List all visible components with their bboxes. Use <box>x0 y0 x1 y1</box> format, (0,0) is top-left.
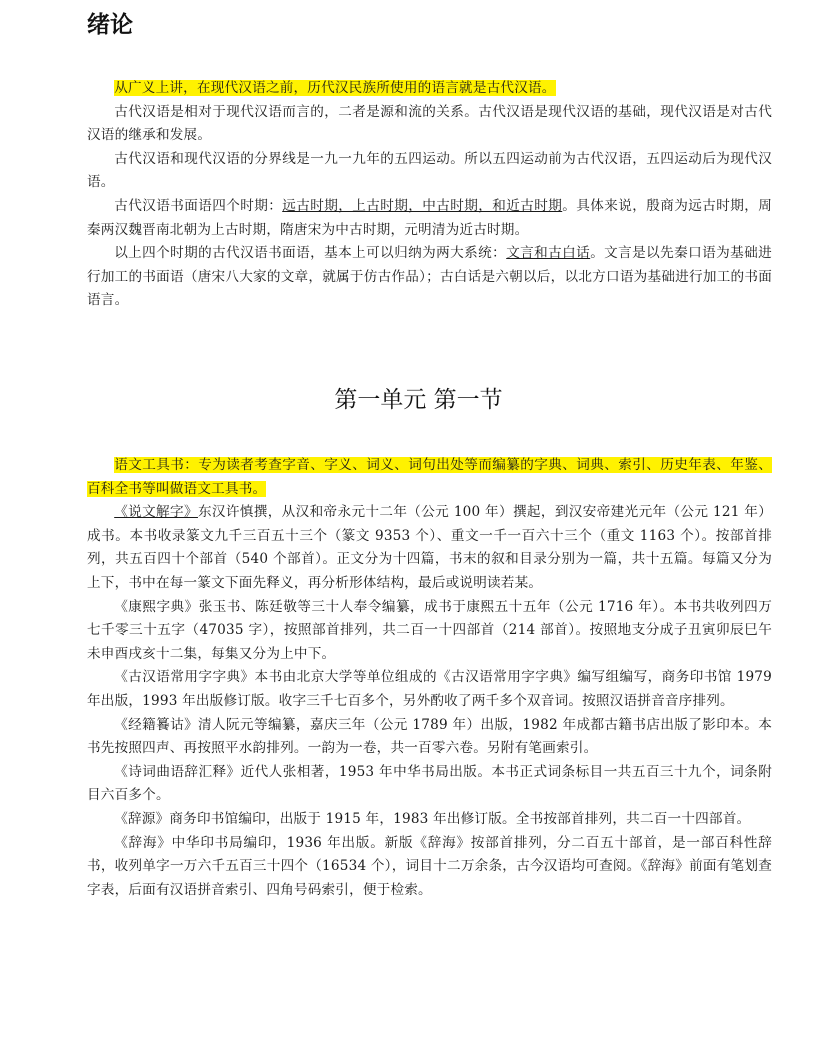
intro-paragraph-1 <box>87 77 772 101</box>
intro-paragraph-4 <box>87 195 772 242</box>
heading-unit: 第一单元 第一节 <box>334 387 503 413</box>
intro-paragraph-2: 古代汉语是相对于现代汉语而言的，二者是源和流的关系。古代汉语是现代汉语的基础，现代汉语是对古代汉语的继承和发展。 <box>87 103 772 144</box>
unit-paragraph-2 <box>87 501 772 595</box>
unit-paragraph-4: 《古汉语常用字字典》本书由北京大学等单位组成的《古汉语常用字字典》编写组编写，商务印书馆 1979 年出版，1993 年出版修订版。收字三千七百多个，另外酌收了两千多个双音词。按照汉语拼音音序排列。 <box>87 669 772 709</box>
text-run: 东汉许慎撰，从汉和帝永元十二年（公元 100 年）撰起，到汉安帝建光元年（公元 121 年）成书。本书收录篆文九千三百五十三个（篆文 9353 个）、重文一千一百六十三个（重文 1163 个）。按部首排列，共五百四十个部首（540 个部首）。正文分为十四篇，书末的叙和目录分别为一篇，共十五篇。每篇又分为上下，书中在每一篆文下面先释义，再分析形体结构，最后或说明读若某。 <box>87 504 773 591</box>
unit-paragraph-3: 《康熙字典》张玉书、陈廷敬等三十人奉令编纂，成书于康熙五十五年（公元 1716 年）。本书共收列四万七千零三十五字（47035 字），按照部首排列，共二百一十四部首（214 部首）。按照地支分成子丑寅卯辰巳午未申酉戌亥十二集，每集又分为上中下。 <box>87 598 772 662</box>
unit-paragraph-7: 《辞源》商务印书馆编印，出版于 1915 年，1983 年出修订版。全书按部首排列，共二百一十四部首。 <box>114 810 751 827</box>
heading-intro: 绪论 <box>87 12 133 38</box>
text-run: 以上四个时期的古代汉语书面语，基本上可以归纳为两大系统： <box>114 245 507 262</box>
intro-paragraph-3: 古代汉语和现代汉语的分界线是一九一九年的五四运动。所以五四运动前为古代汉语，五四运动后为现代汉语。 <box>87 150 772 191</box>
text-run: 古代汉语书面语四个时期： <box>114 197 283 214</box>
underlined-text: 文言和古白话 <box>506 245 591 262</box>
intro-paragraph-5 <box>87 242 772 313</box>
unit-paragraph-5: 《经籍籑诂》清人阮元等编纂，嘉庆三年（公元 1789 年）出版，1982 年成都古籍书店出版了影印本。本书先按照四声、再按照平水韵排列。一韵为一卷，共一百零六卷。另附有笔画索引。 <box>87 716 772 757</box>
unit-paragraph-8: 《辞海》中华印书局编印，1936 年出版。新版《辞海》按部首排列，分二百五十部首，是一部百科性辞书，收列单字一万六千五百三十四个（16534 个），词目十二万余条，古今汉语均可查阅。《辞海》前面有笔划查字表，后面有汉语拼音索引、四角号码索引，便于检索。 <box>87 834 772 898</box>
underlined-text: 远古时期，上古时期，中古时期，和近古时期 <box>282 197 563 214</box>
text-run: 。文言是以先秦口语为基础进行加工的书面语（唐宋八大家的文章，就属于仿古作品）；古白话是六朝以后，以北方口语为基础进行加工的书面语言。 <box>87 245 772 309</box>
highlighted-text: 从广义上讲，在现代汉语之前，历代汉民族所使用的语言就是古代汉语。 <box>114 80 556 96</box>
unit-paragraph-1 <box>87 454 772 501</box>
intro-section <box>87 77 772 313</box>
unit-section <box>87 454 772 902</box>
underlined-text: 《说文解字》 <box>114 504 198 521</box>
highlighted-text: 语文工具书：专为读者考查字音、字义、词义、词句出处等而编纂的字典、词典、索引、历史年表、年鉴、百科全书等叫做语文工具书。 <box>87 457 772 497</box>
text-run: 。具体来说，殷商为远古时期，周秦两汉魏晋南北朝为上古时期，隋唐宋为中古时期，元明清为近古时期。 <box>87 197 773 238</box>
unit-paragraph-6: 《诗词曲语辞汇释》近代人张相著，1953 年中华书局出版。本书正式词条标目一共五百三十九个，词条附目六百多个。 <box>87 763 772 804</box>
